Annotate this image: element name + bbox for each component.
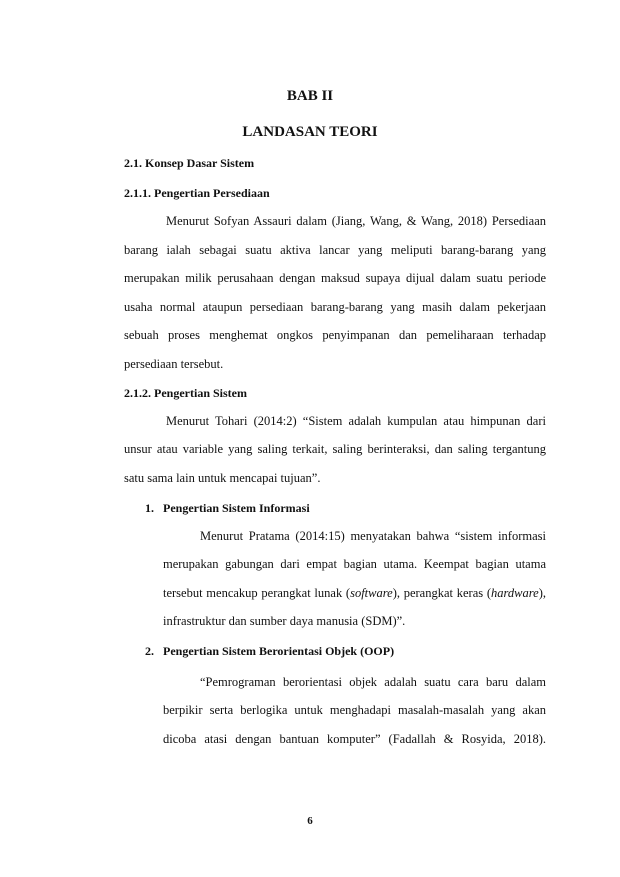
- paragraph-line: satu sama lain untuk mencapai tujuan”.: [124, 471, 321, 485]
- text-run: ), perangkat keras (: [392, 586, 492, 600]
- paragraph-line: “Pemrograman berorientasi objek adalah suatu cara baru dalam: [200, 675, 546, 689]
- text-run: ),: [538, 586, 546, 600]
- paragraph-line: persediaan tersebut.: [124, 357, 224, 371]
- paragraph-line: infrastruktur dan sumber daya manusia (SDM)”.: [163, 614, 406, 628]
- list-heading: Pengertian Sistem Berorientasi Objek (OOP): [163, 644, 395, 658]
- section-heading-2-1-1: 2.1.1. Pengertian Persediaan: [124, 186, 270, 200]
- chapter-title: LANDASAN TEORI: [242, 124, 378, 140]
- paragraph-line: merupakan milik perusahaan dengan maksud supaya dijual dalam suatu periode: [124, 271, 546, 285]
- chapter-heading: BAB II: [286, 88, 334, 104]
- page-number: 6: [307, 815, 313, 827]
- list-number: 2.: [145, 644, 154, 658]
- paragraph-line: barang ialah sebagai suatu aktiva lancar yang meliputi barang-barang yang: [124, 243, 546, 257]
- list-heading: Pengertian Sistem Informasi: [163, 501, 310, 515]
- paragraph-line: [163, 586, 546, 601]
- paragraph-line: merupakan gabungan dari empat bagian utama. Keempat bagian utama: [163, 557, 546, 571]
- text-run: tersebut mencakup perangkat lunak (: [163, 586, 351, 600]
- paragraph-line: sebuah proses menghemat ongkos penyimpanan dan pemeliharaan terhadap: [124, 328, 546, 342]
- paragraph-line: Menurut Sofyan Assauri dalam (Jiang, Wang, & Wang, 2018) Persediaan: [166, 214, 546, 228]
- paragraph-line: Menurut Tohari (2014:2) “Sistem adalah kumpulan atau himpunan dari: [166, 414, 546, 428]
- paragraph-line: Menurut Pratama (2014:15) menyatakan bahwa “sistem informasi: [200, 529, 546, 543]
- paragraph-line: unsur atau variable yang saling terkait, saling berinteraksi, dan saling tergantung: [124, 442, 546, 456]
- paragraph-line: dicoba atasi dengan bantuan komputer” (Fadallah & Rosyida, 2018).: [163, 732, 546, 746]
- paragraph-line: usaha normal ataupun persediaan barang-barang yang masih dalam pekerjaan: [124, 300, 546, 314]
- section-heading-2-1-2: 2.1.2. Pengertian Sistem: [124, 386, 247, 400]
- italic-term: hardware: [491, 586, 539, 600]
- paragraph-line: berpikir serta berlogika untuk menghadapi masalah-masalah yang akan: [163, 703, 546, 717]
- italic-term: software: [350, 586, 393, 600]
- section-heading-2-1: 2.1. Konsep Dasar Sistem: [124, 156, 255, 170]
- list-number: 1.: [145, 501, 154, 515]
